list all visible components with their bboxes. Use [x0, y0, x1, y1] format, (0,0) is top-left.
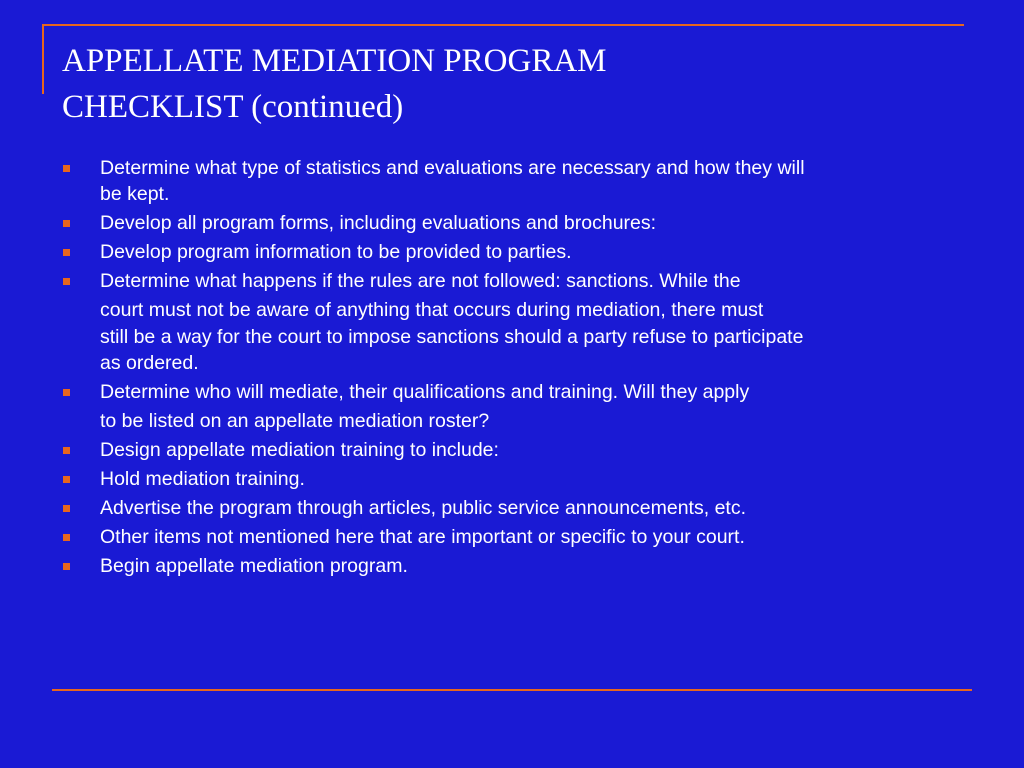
checklist-item-line: be kept. — [100, 183, 170, 205]
checklist-item-line: Develop all program forms, including evaluations and brochures: — [100, 212, 657, 234]
square-bullet-icon — [63, 476, 70, 483]
square-bullet-icon — [63, 505, 70, 512]
square-bullet-icon — [63, 563, 70, 570]
square-bullet-icon — [63, 278, 70, 285]
checklist-item — [0, 494, 1024, 523]
square-bullet-icon — [63, 534, 70, 541]
checklist-item — [0, 209, 1024, 238]
checklist-item-line: Determine what type of statistics and evaluations are necessary and how they will — [100, 157, 805, 179]
checklist-item-line: Begin appellate mediation program. — [100, 555, 408, 577]
slide-title-line: APPELLATE MEDIATION PROGRAM — [62, 43, 607, 79]
checklist-item — [0, 267, 1024, 378]
checklist-item-line: Other items not mentioned here that are important or specific to your court. — [100, 526, 745, 548]
checklist — [0, 156, 1024, 581]
checklist-item-line: Determine what happens if the rules are not followed: sanctions. While the — [100, 270, 741, 292]
square-bullet-icon — [63, 389, 70, 396]
slide-title-line: CHECKLIST (continued) — [62, 89, 404, 125]
checklist-item-line: Develop program information to be provided to parties. — [100, 241, 572, 263]
square-bullet-icon — [63, 220, 70, 227]
checklist-item — [0, 156, 1024, 209]
checklist-item-line: Hold mediation training. — [100, 468, 305, 490]
checklist-item — [0, 436, 1024, 465]
square-bullet-icon — [63, 165, 70, 172]
checklist-item — [0, 552, 1024, 581]
checklist-item-line: as ordered. — [100, 352, 199, 374]
square-bullet-icon — [63, 249, 70, 256]
square-bullet-icon — [63, 447, 70, 454]
checklist-item — [0, 238, 1024, 267]
checklist-item-line: to be listed on an appellate mediation roster? — [100, 410, 490, 432]
checklist-item-line: Design appellate mediation training to include: — [100, 439, 499, 461]
checklist-item-line: still be a way for the court to impose sanctions should a party refuse to participate — [100, 326, 804, 348]
bottom-rule — [52, 689, 972, 691]
checklist-item — [0, 523, 1024, 552]
checklist-item-line: Determine who will mediate, their qualifications and training. Will they apply — [100, 381, 750, 403]
checklist-item-line: court must not be aware of anything that occurs during mediation, there must — [100, 299, 764, 321]
top-rule — [42, 24, 964, 26]
slide-title — [62, 38, 962, 130]
left-rule — [42, 24, 44, 94]
checklist-item — [0, 465, 1024, 494]
checklist-item-line: Advertise the program through articles, public service announcements, etc. — [100, 497, 746, 519]
checklist-item — [0, 378, 1024, 436]
